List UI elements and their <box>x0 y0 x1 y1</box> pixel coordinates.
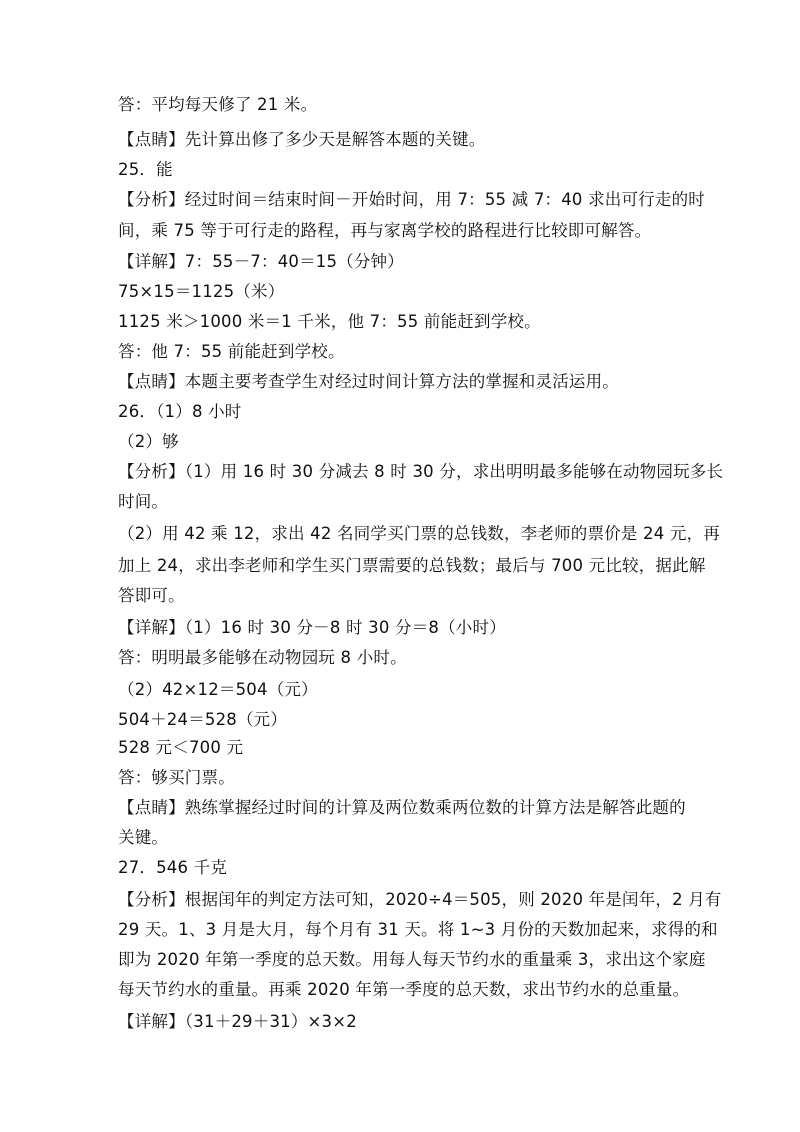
analysis-line: 【分析】经过时间＝结束时间－开始时间，用 7：55 减 7：40 求出可行走的时 <box>118 190 705 209</box>
answer-line: 答：够买门票。 <box>118 768 235 787</box>
analysis-line: 加上 24，求出李老师和学生买门票需要的总钱数；最后与 700 元比较，据此解 <box>118 556 706 575</box>
solution-line: 504＋24＝528（元） <box>118 710 288 729</box>
analysis-line: （2）用 42 乘 12，求出 42 名同学买门票的总钱数，李老师的票价是 24 元，再 <box>118 524 720 543</box>
key-point-line: 【点睛】先计算出修了多少天是解答本题的关键。 <box>118 130 486 149</box>
analysis-line: 29 天。1、3 月是大月，每个月有 31 天。将 1~3 月份的天数加起来，求得的和 <box>118 920 718 939</box>
question-number-25: 25．能 <box>118 160 173 179</box>
solution-line: （2）42×12＝504（元） <box>118 680 318 699</box>
solution-line: 1125 米＞1000 米＝1 千米，他 7：55 前能赶到学校。 <box>118 312 541 331</box>
solution-line: 【详解】7：55－7：40＝15（分钟） <box>118 252 404 271</box>
solution-line: 【详解】（31＋29＋31）×3×2 <box>118 1012 357 1031</box>
answer-line: 答：他 7：55 前能赶到学校。 <box>118 342 345 361</box>
analysis-line: 时间。 <box>118 492 169 511</box>
sub-answer-line: （2）够 <box>118 432 179 451</box>
question-number-27: 27．546 千克 <box>118 858 228 877</box>
answer-line: 答：平均每天修了 21 米。 <box>118 95 318 114</box>
analysis-line: 【分析】根据闰年的判定方法可知，2020÷4＝505，则 2020 年是闰年，2 月有 <box>118 890 722 909</box>
solution-line: 【详解】（1）16 时 30 分－8 时 30 分＝8（小时） <box>118 618 506 637</box>
key-point-line: 【点睛】本题主要考查学生对经过时间计算方法的掌握和灵活运用。 <box>118 372 619 391</box>
answer-line: 答：明明最多能够在动物园玩 8 小时。 <box>118 648 407 667</box>
solution-line: 75×15＝1125（米） <box>118 282 285 301</box>
analysis-line: 【分析】（1）用 16 时 30 分减去 8 时 30 分，求出明明最多能够在动物园玩多长 <box>118 462 724 481</box>
analysis-line: 每天节约水的重量。再乘 2020 年第一季度的总天数，求出节约水的总重量。 <box>118 980 690 999</box>
key-point-line: 【点睛】熟练掌握经过时间的计算及两位数乘两位数的计算方法是解答此题的 <box>118 798 686 817</box>
analysis-line: 即为 2020 年第一季度的总天数。用每人每天节约水的重量乘 3，求出这个家庭 <box>118 950 706 969</box>
question-number-26: 26．（1）8 小时 <box>118 402 242 421</box>
analysis-line: 间，乘 75 等于可行走的路程，再与家离学校的路程进行比较即可解答。 <box>118 221 652 240</box>
analysis-line: 答即可。 <box>118 586 185 605</box>
key-point-line: 关键。 <box>118 828 169 847</box>
solution-line: 528 元＜700 元 <box>118 738 244 757</box>
